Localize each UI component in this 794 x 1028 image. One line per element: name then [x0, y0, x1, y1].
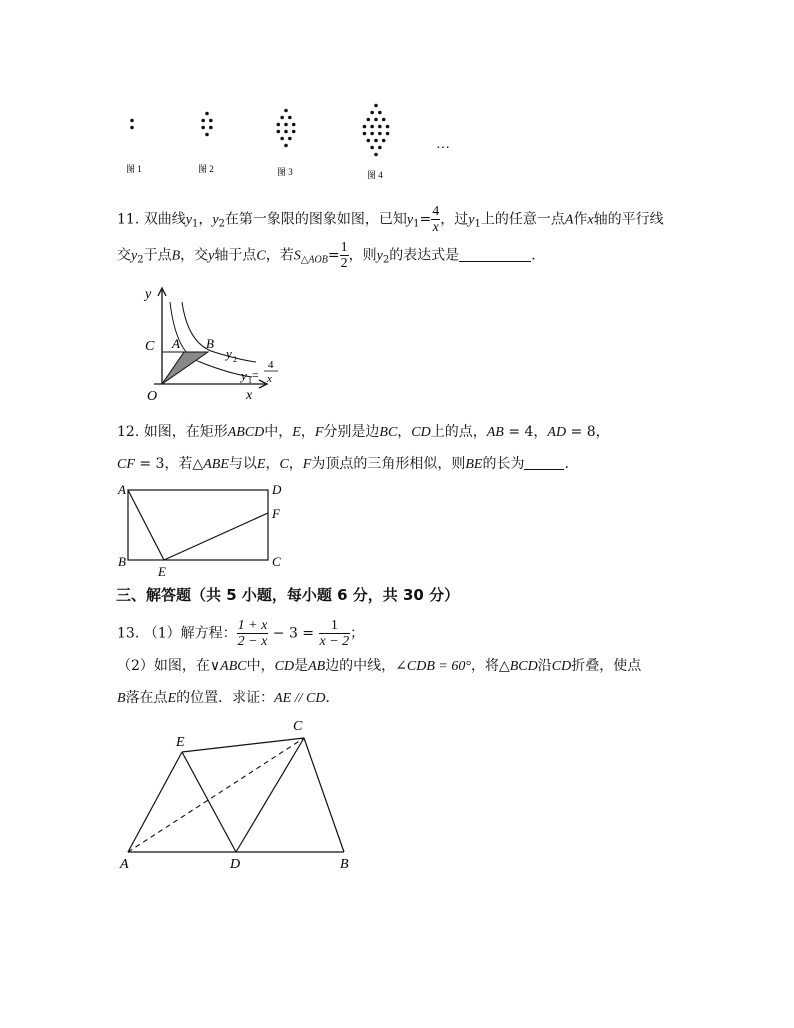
point-C-label: C	[145, 339, 155, 354]
dot-pattern-figures	[110, 98, 470, 182]
label-A: A	[120, 857, 129, 872]
question-12-line-1: 12. 如图，在矩形ABCD中，E，F分别是边BC，CD上的点，AB = 4，AD = 8，	[117, 424, 610, 440]
question-11-line-1: 11. 双曲线$y_1$，$y_2$在第一象限的图象如图，已知$y_1=$ $\frac{4}{x}$ ，过$y_1$上的任意一点A作x轴的平行线	[117, 204, 664, 235]
dot-fig3	[284, 144, 288, 148]
question-13-part-1: 13. （1）解方程： $\frac{1 + x}{2 - x}$ − 3 = $\frac{1}{x - 2}$ ；	[117, 618, 365, 649]
dot-fig4	[370, 111, 374, 115]
point-B-label: B	[206, 336, 214, 351]
segment-EC	[182, 738, 304, 752]
section-heading: 三、解答题（共 5 小题，每小题 6 分，共 30 分）	[116, 586, 460, 604]
dot-fig3	[292, 130, 296, 134]
fraction-1-over-2: $\frac{1}{2}$	[340, 240, 348, 271]
dot-fig4	[374, 153, 378, 157]
dot-fig2	[201, 119, 205, 123]
fold-triangle-figure	[112, 712, 362, 872]
dot-fig4	[386, 132, 390, 136]
rectangle-figure	[112, 480, 302, 580]
dot-fig4	[367, 139, 371, 143]
question-number: 13.	[117, 625, 140, 642]
segment-CB	[304, 738, 344, 852]
question-number: 12.	[117, 424, 140, 440]
question-13-part-2-line-1: （2）如图，在∨ABC中，CD是AB边的中线，∠CDB = 60°，将△BCD沿CD折叠，使点	[117, 658, 642, 674]
triangle-AOB	[162, 352, 208, 384]
dot-fig3	[284, 123, 288, 127]
dot-fig4	[374, 118, 378, 122]
label-B: B	[118, 554, 126, 569]
y-axis-label: y	[145, 287, 152, 302]
figure-label-1: 图 1	[126, 164, 142, 174]
curve-y1-den: x	[267, 373, 272, 385]
dot-fig4	[378, 146, 382, 150]
hyperbola-graph	[140, 282, 285, 406]
label-F: F	[272, 506, 280, 521]
answer-blank	[459, 247, 531, 262]
label-E: E	[158, 564, 166, 579]
label-A: A	[118, 482, 126, 497]
label-C: C	[272, 554, 281, 569]
dot-fig4	[370, 125, 374, 129]
dot-fig4	[386, 125, 390, 129]
rectangle-ABCD	[128, 490, 268, 560]
figure-label-3: 图 3	[277, 167, 293, 177]
dot-fig2	[209, 119, 213, 123]
origin-label: O	[147, 389, 158, 404]
segment-EF	[164, 513, 268, 560]
label-E: E	[176, 735, 185, 750]
dot-fig3	[292, 123, 296, 127]
dot-fig4	[367, 118, 371, 122]
label-C: C	[293, 719, 303, 734]
dot-fig3	[277, 130, 281, 134]
curve-y1-sub: 1	[248, 376, 252, 385]
segment-AE	[128, 752, 182, 852]
dot-fig3	[288, 116, 292, 120]
dot-fig4	[378, 132, 382, 136]
dot-fig3	[284, 130, 288, 134]
dot-fig4	[382, 118, 386, 122]
fraction-4-over-x: $\frac{4}{x}$	[432, 204, 440, 235]
dot-fig4	[363, 132, 367, 136]
dot-fig1	[130, 126, 134, 130]
segment-AC-dashed	[128, 738, 304, 852]
dot-fig4	[370, 132, 374, 136]
figure-label-4: 图 4	[367, 170, 383, 180]
figure-label-2: 图 2	[198, 164, 214, 174]
ellipsis: …	[436, 137, 450, 152]
dot-fig4	[374, 104, 378, 108]
dot-fig4	[378, 125, 382, 129]
dot-fig3	[280, 116, 284, 120]
answer-blank	[524, 455, 564, 470]
dot-fig2	[201, 126, 205, 130]
point-A-label: A	[172, 336, 180, 351]
dot-fig3	[284, 109, 288, 113]
question-11-line-2: 交$y_2$于点B，交y轴于点C，若$S_{\triangle AOB}=$ $\frac{1}{2}$ ，则$y_2$的表达式是 .	[117, 240, 536, 271]
dot-fig2	[205, 133, 209, 137]
question-12-line-2: CF = 3，若△ABE与以E，C，F为顶点的三角形相似，则BE的长为 .	[117, 456, 569, 472]
label-D: D	[272, 482, 282, 497]
segment-ED	[182, 752, 236, 852]
segment-DC	[236, 738, 304, 852]
fraction-1-over-xminus2: $\frac{1}{x - 2}$	[319, 618, 350, 649]
segment-AE	[128, 490, 164, 560]
curve-y1-eq: =	[252, 368, 259, 382]
dot-fig4	[378, 111, 382, 115]
curve-y2-sub: 2	[233, 355, 237, 364]
dot-fig3	[280, 137, 284, 141]
dot-fig4	[363, 125, 367, 129]
question-number: 11.	[117, 211, 140, 228]
question-13-part-2-line-2: B落在点E的位置．求证：AE // CD．	[117, 690, 340, 706]
dot-fig1	[130, 119, 134, 123]
label-B: B	[340, 857, 349, 872]
fraction-1plusx-over-2minusx: $\frac{1 + x}{2 - x}$	[237, 618, 268, 649]
curve-y1-num: 4	[268, 359, 274, 371]
dot-fig3	[288, 137, 292, 141]
dot-fig4	[382, 139, 386, 143]
dot-fig4	[370, 146, 374, 150]
x-axis-label: x	[246, 388, 253, 403]
curve-y2-label: y	[226, 346, 232, 361]
dot-fig3	[277, 123, 281, 127]
dot-fig2	[209, 126, 213, 130]
dot-fig2	[205, 112, 209, 116]
curve-y1-label: y	[241, 368, 247, 383]
dot-fig4	[374, 139, 378, 143]
label-D: D	[230, 857, 241, 872]
